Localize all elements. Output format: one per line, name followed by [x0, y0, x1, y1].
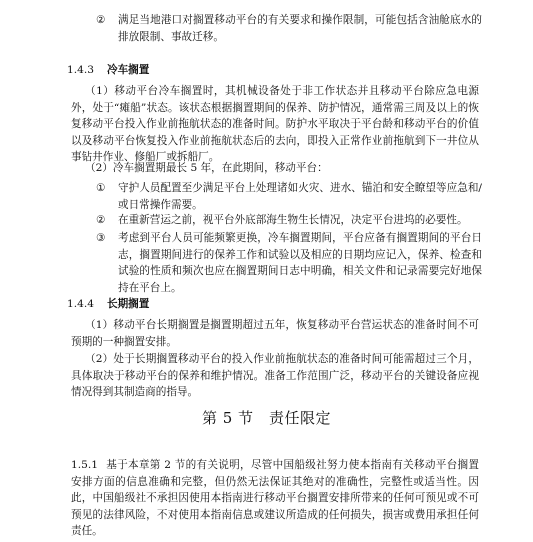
list-item-3: [96, 230, 482, 296]
list-item-text: 在重新营运之前，视平台外底部海生物生长情况，决定平台进坞的必要性。: [118, 214, 468, 226]
paragraph-long-layup-2: [71, 351, 479, 401]
paragraph-1-5-1: [71, 457, 479, 540]
paragraph-text: （2）冷车搁置期最长 5 年，在此期间，移动平台：: [85, 162, 328, 174]
clause-number: 1.5.1: [71, 459, 98, 471]
list-item-text: 满足当地港口对搁置移动平台的有关要求和操作限制，可能包括含油舱底水的排放限制、事故迁移。: [118, 14, 482, 43]
paragraph-long-layup-1: [71, 317, 479, 350]
section-heading-1-4-3: [67, 62, 149, 79]
list-item-text: 守护人员配置至少满足平台上处理诸如火灾、进水、锚泊和安全瞭望等应急和/或日常操作需要。: [118, 182, 482, 211]
section-number: 1.4.3: [67, 64, 94, 76]
list-item-top: [96, 12, 482, 45]
paragraph-text: （2）处于长期搁置移动平台的投入作业前拖航状态的准备时间可能需超过三个月，具体取决于移动平台的保养和维护情况。准备工作范围广泛，移动平台的关键设备应视情况得到其制造商的指导。: [71, 353, 479, 398]
paragraph-text: （1）移动平台长期搁置是搁置期超过五年，恢复移动平台营运状态的准备时间不可预期的一种搁置安排。: [71, 319, 479, 348]
chapter-title: 第 5 节 责任限定: [201, 409, 332, 427]
paragraph-text: （1）移动平台冷车搁置时，其机械设备处于非工作状态并且移动平台除应急电源外，处于“瘫船”状态。该状态根据搁置期间的保养、防护情况，通常需三周及以上的恢复移动平台投入作业前拖航状态的准备时间。防护水平取决于平台龄和移动平台的价值以及移动平台恢复投入作业前拖航状态后的去向，即投入正常作业前拖航到下一井位从事钻井作业、修船厂或拆船厂。: [71, 85, 479, 163]
list-item-2: [96, 212, 482, 229]
clause-text: 基于本章第 2 节的有关说明，尽管中国船级社努力使本指南有关移动平台搁置安排方面的信息准确和完整，但仍然无法保证其绝对的准确性，完整性或适当性。因此，中国船级社不承担因使用本指南进行移动平台搁置安排所带来的任何可预见或不可预见的法律风险，不对使用本指南信息或建议所造成的任何损失，损害或费用承担任何责任。: [71, 459, 479, 537]
section-title: 长期搁置: [107, 298, 150, 310]
section-number: 1.4.4: [67, 298, 94, 310]
paragraph-cold-layup-2: [71, 160, 479, 177]
section-title: 冷车搁置: [107, 64, 150, 76]
list-marker: ①: [96, 182, 106, 194]
list-item-text: 考虑到平台人员可能频繁更换，冷车搁置期间，平台应备有搁置期间的平台日志，搁置期间进行的保养工作和试验以及相应的日期均应记入，保养、检查和试验的性质和频次也应在搁置期间日志中明确，相关文件和记录需要完好地保持在平台上。: [118, 232, 482, 294]
list-marker: ②: [96, 214, 106, 226]
list-marker: ③: [96, 232, 106, 244]
paragraph-cold-layup-1: [71, 83, 479, 166]
list-item-1: [96, 180, 482, 213]
list-marker: ②: [96, 14, 106, 26]
section-heading-1-4-4: [67, 296, 149, 313]
paragraph-text: [71, 457, 479, 540]
